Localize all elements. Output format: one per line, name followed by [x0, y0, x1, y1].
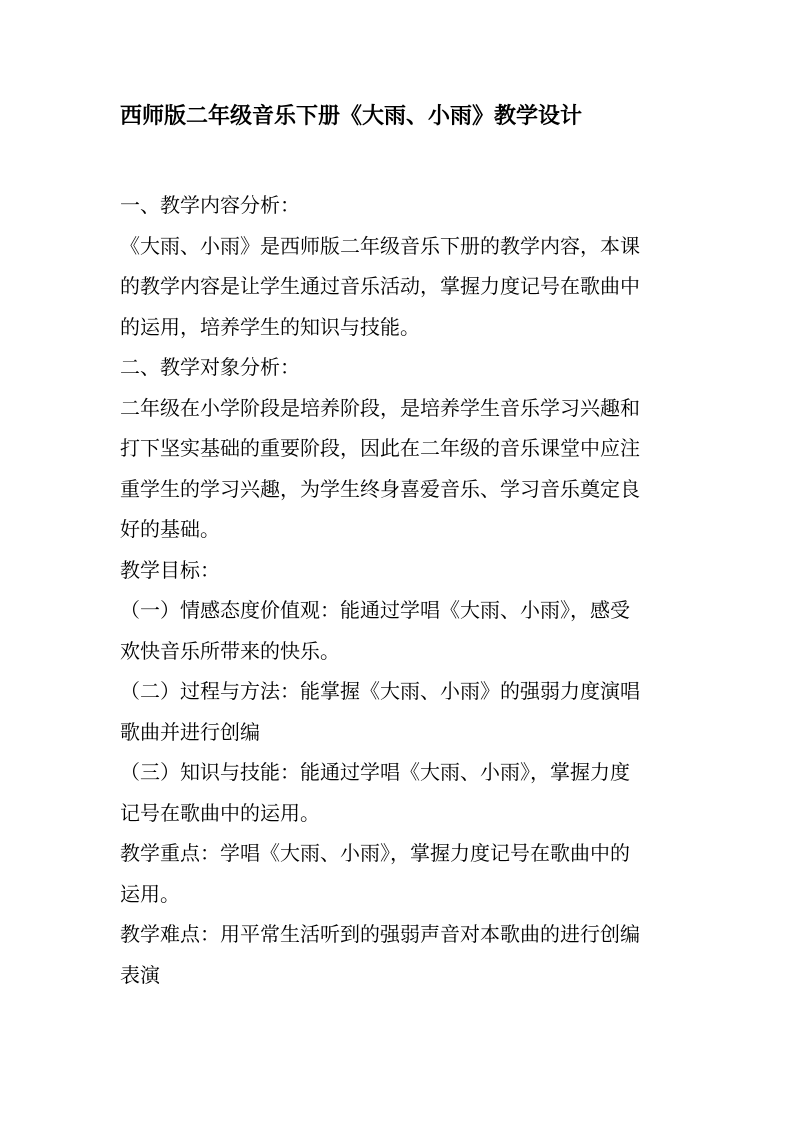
heading-content-analysis: 一、教学内容分析： [120, 193, 300, 217]
paragraph-line: 重学生的学习兴趣，为学生终身喜爱音乐、学习音乐奠定良 [120, 476, 640, 501]
document-title: 西师版二年级音乐下册《大雨、小雨》教学设计 [120, 104, 583, 129]
goal-item-line: 欢快音乐所带来的快乐。 [120, 638, 340, 663]
goal-item-line: （二）过程与方法：能掌握《大雨、小雨》的强弱力度演唱 [120, 679, 640, 703]
goal-item-line: （三）知识与技能：能通过学唱《大雨、小雨》，掌握力度 [120, 760, 630, 784]
goal-item-line: 记号在歌曲中的运用。 [120, 800, 320, 825]
paragraph-line: 好的基础。 [120, 517, 220, 541]
key-points-line: 运用。 [120, 881, 180, 906]
goal-item-line: （一）情感态度价值观：能通过学唱《大雨、小雨》，感受 [120, 598, 630, 622]
paragraph-line: 《大雨、小雨》是西师版二年级音乐下册的教学内容，本课 [120, 233, 640, 258]
heading-teaching-goals: 教学目标： [120, 557, 220, 582]
paragraph-line: 的运用，培养学生的知识与技能。 [120, 314, 420, 339]
difficult-points-line: 表演 [120, 962, 160, 987]
document-body [120, 185, 680, 995]
paragraph-line: 二年级在小学阶段是培养阶段，是培养学生音乐学习兴趣和 [120, 395, 640, 420]
key-points-line: 教学重点：学唱《大雨、小雨》，掌握力度记号在歌曲中的 [120, 841, 630, 865]
paragraph-line: 的教学内容是让学生通过音乐活动，掌握力度记号在歌曲中 [120, 274, 640, 298]
paragraph-line: 打下坚实基础的重要阶段，因此在二年级的音乐课堂中应注 [120, 436, 640, 460]
difficult-points-line: 教学难点：用平常生活听到的强弱声音对本歌曲的进行创编 [120, 922, 640, 946]
goal-item-line: 歌曲并进行创编 [120, 719, 260, 744]
heading-audience-analysis: 二、教学对象分析： [120, 355, 300, 379]
